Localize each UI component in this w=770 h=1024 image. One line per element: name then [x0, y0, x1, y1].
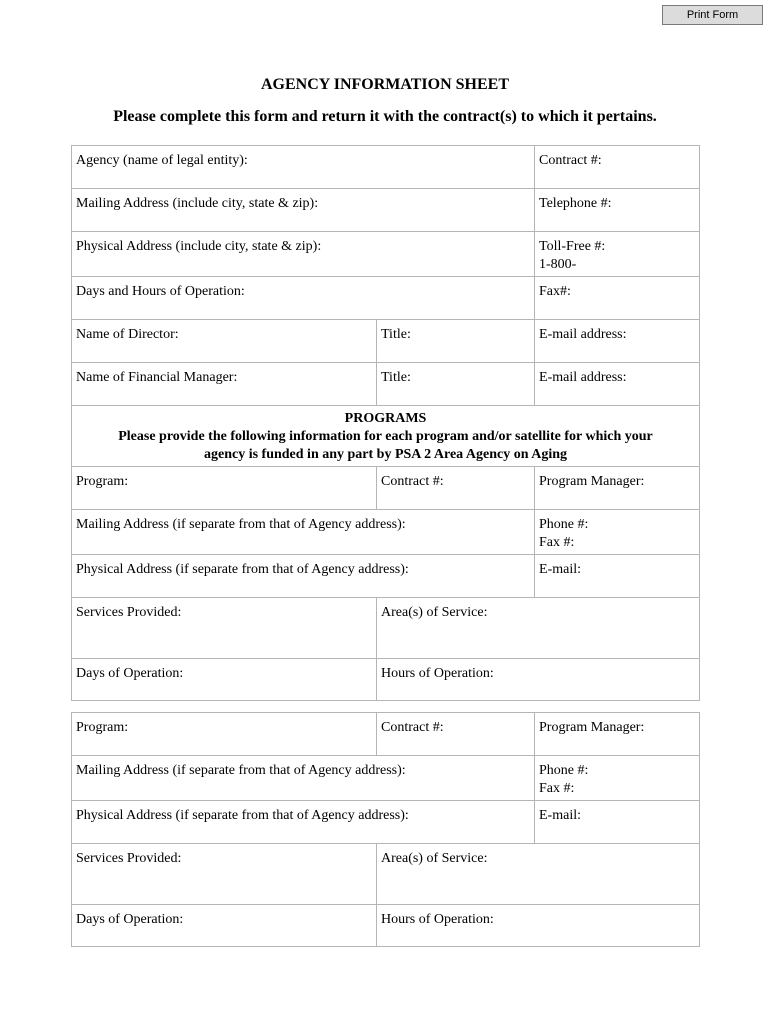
program1-services-label: Services Provided:: [76, 605, 182, 620]
program2-days-field[interactable]: [72, 905, 377, 947]
program1-days-field[interactable]: [72, 659, 377, 701]
program2-email-label: E-mail:: [539, 808, 581, 823]
agency-physical-label: Physical Address (include city, state & zip):: [76, 239, 322, 254]
program2-contract-field[interactable]: [377, 713, 535, 756]
director-title-label: Title:: [381, 327, 411, 342]
program2-manager-field[interactable]: [535, 713, 700, 756]
program1-phone-label: Phone #:: [539, 517, 589, 532]
agency-fax-label: Fax#:: [539, 284, 571, 299]
agency-days-hours-label: Days and Hours of Operation:: [76, 284, 245, 299]
program2-services-field[interactable]: [72, 844, 377, 905]
program1-areas-field[interactable]: [377, 598, 700, 659]
program1-manager-field[interactable]: [535, 467, 700, 510]
page-subtitle: Please complete this form and return it with the contract(s) to which it pertains.: [113, 108, 657, 125]
program1-mailing-label: Mailing Address (if separate from that of Agency address):: [76, 517, 406, 532]
agency-contract-label: Contract #:: [539, 153, 602, 168]
program2-manager-label: Program Manager:: [539, 720, 645, 735]
finmgr-title-field[interactable]: [377, 363, 535, 406]
program1-fax-label: Fax #:: [539, 535, 575, 550]
program1-hours-field[interactable]: [377, 659, 700, 701]
finmgr-email-field[interactable]: [535, 363, 700, 406]
agency-tollfree-label: Toll-Free #:: [539, 239, 606, 254]
agency-days-hours-field[interactable]: [72, 277, 535, 320]
program2-mailing-field[interactable]: [72, 756, 535, 801]
agency-name-label: Agency (name of legal entity):: [76, 153, 248, 168]
program2-table: [71, 712, 700, 947]
program1-days-label: Days of Operation:: [76, 666, 184, 681]
program2-name-label: Program:: [76, 720, 129, 735]
program2-days-label: Days of Operation:: [76, 912, 184, 927]
program2-phone-label: Phone #:: [539, 763, 589, 778]
program2-hours-field[interactable]: [377, 905, 700, 947]
finmgr-name-label: Name of Financial Manager:: [76, 370, 238, 385]
program1-physical-label: Physical Address (if separate from that of Agency address):: [76, 562, 409, 577]
director-email-field[interactable]: [535, 320, 700, 363]
agency-mailing-field[interactable]: [72, 189, 535, 232]
program2-services-label: Services Provided:: [76, 851, 182, 866]
director-email-label: E-mail address:: [539, 327, 627, 342]
program1-name-label: Program:: [76, 474, 129, 489]
programs-header: [72, 406, 700, 467]
agency-fax-field[interactable]: [535, 277, 700, 320]
program2-contract-label: Contract #:: [381, 720, 444, 735]
program2-hours-label: Hours of Operation:: [381, 912, 494, 927]
program1-physical-field[interactable]: [72, 555, 535, 598]
program1-contract-field[interactable]: [377, 467, 535, 510]
agency-tollfree-prefix: 1-800-: [539, 257, 577, 272]
agency-telephone-label: Telephone #:: [539, 196, 612, 211]
program1-mailing-field[interactable]: [72, 510, 535, 555]
program1-hours-label: Hours of Operation:: [381, 666, 494, 681]
program1-areas-label: Area(s) of Service:: [381, 605, 488, 620]
program2-physical-label: Physical Address (if separate from that of Agency address):: [76, 808, 409, 823]
agency-mailing-label: Mailing Address (include city, state & zip):: [76, 196, 319, 211]
print-form-button[interactable]: Print Form: [662, 5, 763, 25]
finmgr-title-label: Title:: [381, 370, 411, 385]
program2-areas-field[interactable]: [377, 844, 700, 905]
finmgr-email-label: E-mail address:: [539, 370, 627, 385]
program2-physical-field[interactable]: [72, 801, 535, 844]
program1-contract-label: Contract #:: [381, 474, 444, 489]
director-title-field[interactable]: [377, 320, 535, 363]
programs-title: PROGRAMS: [344, 411, 427, 426]
director-name-field[interactable]: [72, 320, 377, 363]
agency-telephone-field[interactable]: [535, 189, 700, 232]
program1-name-field[interactable]: [72, 467, 377, 510]
program1-phone-fax-field[interactable]: [535, 510, 700, 555]
director-name-label: Name of Director:: [76, 327, 179, 342]
program2-areas-label: Area(s) of Service:: [381, 851, 488, 866]
programs-instructions-line2: agency is funded in any part by PSA 2 Area Agency on Aging: [203, 447, 568, 462]
program1-email-field[interactable]: [535, 555, 700, 598]
program1-services-field[interactable]: [72, 598, 377, 659]
finmgr-name-field[interactable]: [72, 363, 377, 406]
program2-fax-label: Fax #:: [539, 781, 575, 796]
agency-name-field[interactable]: [72, 146, 535, 189]
agency-info-table: [71, 145, 700, 701]
programs-instructions-line1: Please provide the following information for each program and/or satellite for which your: [118, 429, 653, 444]
program1-manager-label: Program Manager:: [539, 474, 645, 489]
program2-email-field[interactable]: [535, 801, 700, 844]
agency-physical-field[interactable]: [72, 232, 535, 277]
program2-name-field[interactable]: [72, 713, 377, 756]
page-title: AGENCY INFORMATION SHEET: [260, 76, 510, 93]
agency-contract-field[interactable]: [535, 146, 700, 189]
program1-email-label: E-mail:: [539, 562, 582, 577]
program2-mailing-label: Mailing Address (if separate from that of Agency address):: [76, 763, 406, 778]
agency-tollfree-field[interactable]: [535, 232, 700, 277]
program2-phone-fax-field[interactable]: [535, 756, 700, 801]
